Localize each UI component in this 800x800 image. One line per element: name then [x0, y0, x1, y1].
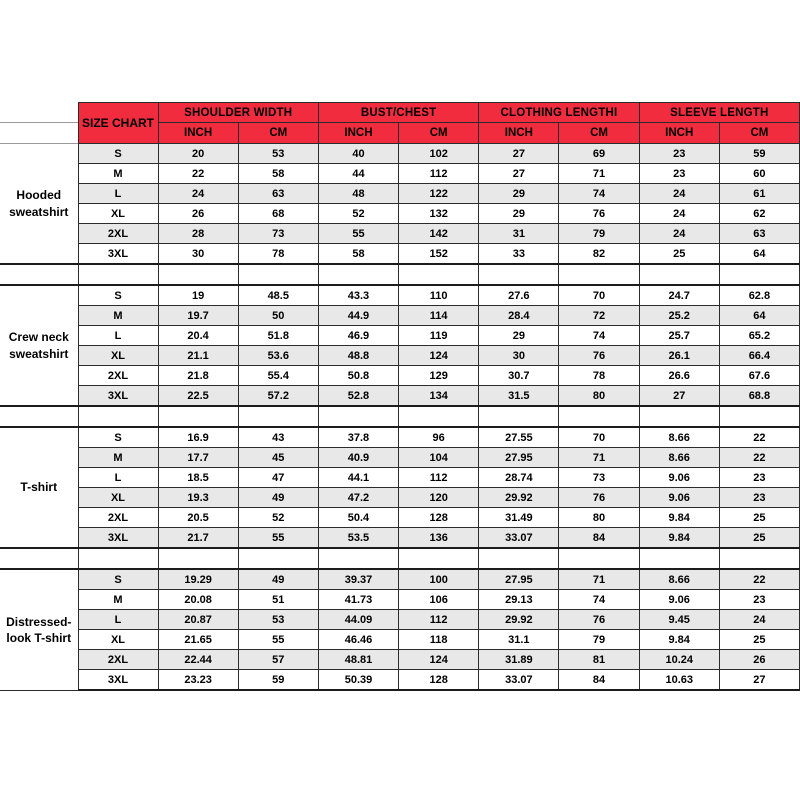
size-cell: M	[78, 164, 158, 184]
value-cell: 44.09	[318, 610, 398, 630]
size-chart	[0, 102, 800, 691]
spacer-cell	[639, 264, 719, 285]
value-cell: 51.8	[238, 326, 318, 346]
table-row	[0, 386, 800, 407]
value-cell: 44.1	[318, 468, 398, 488]
value-cell: 24	[719, 610, 799, 630]
value-cell: 22	[719, 448, 799, 468]
value-cell: 9.06	[639, 488, 719, 508]
value-cell: 79	[559, 224, 639, 244]
value-cell: 58	[238, 164, 318, 184]
spacer-cell	[318, 548, 398, 569]
value-cell: 21.1	[158, 346, 238, 366]
spacer-cell	[639, 548, 719, 569]
value-cell: 10.63	[639, 670, 719, 691]
size-cell: 2XL	[78, 366, 158, 386]
value-cell: 24.7	[639, 285, 719, 306]
size-cell: L	[78, 468, 158, 488]
value-cell: 21.7	[158, 528, 238, 549]
table-row	[0, 610, 800, 630]
value-cell: 31.89	[479, 650, 559, 670]
spacer-cell	[0, 264, 78, 285]
value-cell: 29.92	[479, 488, 559, 508]
value-cell: 33	[479, 244, 559, 265]
value-cell: 9.45	[639, 610, 719, 630]
section-spacer-row	[0, 264, 800, 285]
value-cell: 25	[719, 508, 799, 528]
value-cell: 27	[479, 164, 559, 184]
value-cell: 26.1	[639, 346, 719, 366]
value-cell: 25.7	[639, 326, 719, 346]
value-cell: 53	[238, 144, 318, 164]
value-cell: 9.84	[639, 528, 719, 549]
value-cell: 50.4	[318, 508, 398, 528]
value-cell: 46.9	[318, 326, 398, 346]
product-label: Hooded sweatshirt	[0, 144, 78, 265]
table-row	[0, 184, 800, 204]
value-cell: 23	[719, 488, 799, 508]
value-cell: 31	[479, 224, 559, 244]
value-cell: 47	[238, 468, 318, 488]
value-cell: 78	[559, 366, 639, 386]
table-row	[0, 285, 800, 306]
value-cell: 50.39	[318, 670, 398, 691]
value-cell: 57.2	[238, 386, 318, 407]
value-cell: 9.84	[639, 630, 719, 650]
value-cell: 76	[559, 610, 639, 630]
value-cell: 68.8	[719, 386, 799, 407]
unit-header-inch: INCH	[318, 123, 398, 144]
value-cell: 48.8	[318, 346, 398, 366]
value-cell: 76	[559, 204, 639, 224]
value-cell: 73	[238, 224, 318, 244]
value-cell: 43	[238, 427, 318, 448]
value-cell: 128	[399, 670, 479, 691]
value-cell: 129	[399, 366, 479, 386]
value-cell: 50.8	[318, 366, 398, 386]
value-cell: 26	[719, 650, 799, 670]
value-cell: 9.06	[639, 468, 719, 488]
value-cell: 10.24	[639, 650, 719, 670]
size-cell: S	[78, 427, 158, 448]
value-cell: 40	[318, 144, 398, 164]
value-cell: 23.23	[158, 670, 238, 691]
value-cell: 79	[559, 630, 639, 650]
value-cell: 48	[318, 184, 398, 204]
value-cell: 59	[238, 670, 318, 691]
value-cell: 68	[238, 204, 318, 224]
spacer-cell	[238, 548, 318, 569]
value-cell: 22	[158, 164, 238, 184]
spacer-cell	[479, 406, 559, 427]
spacer-cell	[399, 264, 479, 285]
value-cell: 44.9	[318, 306, 398, 326]
spacer-cell	[0, 406, 78, 427]
size-cell: XL	[78, 346, 158, 366]
value-cell: 27.95	[479, 448, 559, 468]
spacer-cell	[719, 406, 799, 427]
value-cell: 118	[399, 630, 479, 650]
table-row	[0, 204, 800, 224]
value-cell: 52	[238, 508, 318, 528]
value-cell: 46.46	[318, 630, 398, 650]
size-cell: M	[78, 448, 158, 468]
spacer-cell	[78, 548, 158, 569]
size-cell: 2XL	[78, 224, 158, 244]
value-cell: 63	[719, 224, 799, 244]
value-cell: 40.9	[318, 448, 398, 468]
value-cell: 53	[238, 610, 318, 630]
spacer-cell	[559, 264, 639, 285]
spacer-cell	[559, 406, 639, 427]
value-cell: 76	[559, 346, 639, 366]
value-cell: 60	[719, 164, 799, 184]
corner-blank-top	[0, 103, 78, 123]
size-chart-header: SIZE CHART	[78, 103, 158, 144]
value-cell: 70	[559, 427, 639, 448]
spacer-cell	[719, 264, 799, 285]
table-row	[0, 346, 800, 366]
size-cell: M	[78, 590, 158, 610]
value-cell: 25.2	[639, 306, 719, 326]
value-cell: 152	[399, 244, 479, 265]
value-cell: 106	[399, 590, 479, 610]
spacer-cell	[238, 264, 318, 285]
table-row	[0, 144, 800, 164]
value-cell: 30	[158, 244, 238, 265]
column-group-bust-chest: BUST/CHEST	[318, 103, 478, 123]
value-cell: 30.7	[479, 366, 559, 386]
table-row	[0, 448, 800, 468]
value-cell: 82	[559, 244, 639, 265]
value-cell: 58	[318, 244, 398, 265]
value-cell: 27.6	[479, 285, 559, 306]
table-row	[0, 528, 800, 549]
value-cell: 29	[479, 204, 559, 224]
value-cell: 110	[399, 285, 479, 306]
value-cell: 28	[158, 224, 238, 244]
unit-header-cm: CM	[719, 123, 799, 144]
value-cell: 39.37	[318, 569, 398, 590]
value-cell: 18.5	[158, 468, 238, 488]
value-cell: 71	[559, 164, 639, 184]
value-cell: 52	[318, 204, 398, 224]
table-row	[0, 244, 800, 265]
value-cell: 43.3	[318, 285, 398, 306]
value-cell: 22	[719, 427, 799, 448]
value-cell: 19.3	[158, 488, 238, 508]
value-cell: 21.8	[158, 366, 238, 386]
value-cell: 73	[559, 468, 639, 488]
value-cell: 65.2	[719, 326, 799, 346]
spacer-cell	[318, 264, 398, 285]
value-cell: 112	[399, 164, 479, 184]
size-cell: S	[78, 285, 158, 306]
value-cell: 25	[719, 528, 799, 549]
value-cell: 63	[238, 184, 318, 204]
value-cell: 29.13	[479, 590, 559, 610]
value-cell: 20.4	[158, 326, 238, 346]
value-cell: 45	[238, 448, 318, 468]
value-cell: 49	[238, 488, 318, 508]
unit-header-cm: CM	[238, 123, 318, 144]
value-cell: 53.6	[238, 346, 318, 366]
value-cell: 26.6	[639, 366, 719, 386]
spacer-cell	[0, 548, 78, 569]
value-cell: 9.84	[639, 508, 719, 528]
unit-header-inch: INCH	[479, 123, 559, 144]
value-cell: 51	[238, 590, 318, 610]
value-cell: 114	[399, 306, 479, 326]
value-cell: 48.5	[238, 285, 318, 306]
column-group-sleeve-length: SLEEVE LENGTH	[639, 103, 799, 123]
product-label: Distressed-look T-shirt	[0, 569, 78, 690]
value-cell: 74	[559, 590, 639, 610]
size-cell: XL	[78, 204, 158, 224]
value-cell: 69	[559, 144, 639, 164]
value-cell: 84	[559, 670, 639, 691]
table-body	[0, 144, 800, 691]
product-label: Crew neck sweatshirt	[0, 285, 78, 406]
value-cell: 47.2	[318, 488, 398, 508]
value-cell: 26	[158, 204, 238, 224]
value-cell: 112	[399, 468, 479, 488]
value-cell: 119	[399, 326, 479, 346]
value-cell: 55.4	[238, 366, 318, 386]
value-cell: 134	[399, 386, 479, 407]
spacer-cell	[78, 406, 158, 427]
value-cell: 27	[639, 386, 719, 407]
value-cell: 48.81	[318, 650, 398, 670]
value-cell: 22.44	[158, 650, 238, 670]
value-cell: 62	[719, 204, 799, 224]
table-row	[0, 488, 800, 508]
value-cell: 74	[559, 184, 639, 204]
value-cell: 64	[719, 244, 799, 265]
value-cell: 24	[158, 184, 238, 204]
value-cell: 33.07	[479, 670, 559, 691]
spacer-cell	[318, 406, 398, 427]
value-cell: 29.92	[479, 610, 559, 630]
spacer-cell	[639, 406, 719, 427]
value-cell: 55	[238, 528, 318, 549]
value-cell: 23	[719, 468, 799, 488]
value-cell: 136	[399, 528, 479, 549]
value-cell: 8.66	[639, 569, 719, 590]
table-row	[0, 306, 800, 326]
value-cell: 128	[399, 508, 479, 528]
size-cell: 3XL	[78, 244, 158, 265]
value-cell: 8.66	[639, 448, 719, 468]
product-label: T-shirt	[0, 427, 78, 548]
spacer-cell	[78, 264, 158, 285]
value-cell: 31.49	[479, 508, 559, 528]
value-cell: 25	[719, 630, 799, 650]
size-cell: 2XL	[78, 650, 158, 670]
value-cell: 132	[399, 204, 479, 224]
value-cell: 23	[719, 590, 799, 610]
value-cell: 80	[559, 508, 639, 528]
value-cell: 16.9	[158, 427, 238, 448]
value-cell: 24	[639, 184, 719, 204]
value-cell: 122	[399, 184, 479, 204]
value-cell: 49	[238, 569, 318, 590]
value-cell: 52.8	[318, 386, 398, 407]
value-cell: 71	[559, 569, 639, 590]
section-spacer-row	[0, 548, 800, 569]
corner-blank-bottom	[0, 123, 78, 144]
value-cell: 30	[479, 346, 559, 366]
value-cell: 24	[639, 204, 719, 224]
value-cell: 142	[399, 224, 479, 244]
value-cell: 20.5	[158, 508, 238, 528]
value-cell: 20.08	[158, 590, 238, 610]
table-row	[0, 224, 800, 244]
value-cell: 61	[719, 184, 799, 204]
size-chart-table	[0, 102, 800, 691]
value-cell: 74	[559, 326, 639, 346]
value-cell: 44	[318, 164, 398, 184]
unit-header-cm: CM	[559, 123, 639, 144]
table-row	[0, 164, 800, 184]
value-cell: 81	[559, 650, 639, 670]
spacer-cell	[399, 548, 479, 569]
value-cell: 23	[639, 164, 719, 184]
table-row	[0, 670, 800, 691]
value-cell: 120	[399, 488, 479, 508]
value-cell: 80	[559, 386, 639, 407]
size-cell: M	[78, 306, 158, 326]
value-cell: 8.66	[639, 427, 719, 448]
table-row	[0, 630, 800, 650]
size-cell: L	[78, 610, 158, 630]
value-cell: 96	[399, 427, 479, 448]
table-row	[0, 326, 800, 346]
table-row	[0, 590, 800, 610]
table-row	[0, 427, 800, 448]
value-cell: 33.07	[479, 528, 559, 549]
value-cell: 9.06	[639, 590, 719, 610]
value-cell: 19.7	[158, 306, 238, 326]
value-cell: 31.5	[479, 386, 559, 407]
table-row	[0, 650, 800, 670]
value-cell: 22.5	[158, 386, 238, 407]
value-cell: 71	[559, 448, 639, 468]
value-cell: 19	[158, 285, 238, 306]
value-cell: 25	[639, 244, 719, 265]
spacer-cell	[479, 548, 559, 569]
spacer-cell	[559, 548, 639, 569]
value-cell: 19.29	[158, 569, 238, 590]
spacer-cell	[479, 264, 559, 285]
value-cell: 53.5	[318, 528, 398, 549]
table-row	[0, 569, 800, 590]
value-cell: 67.6	[719, 366, 799, 386]
value-cell: 55	[238, 630, 318, 650]
size-cell: 3XL	[78, 528, 158, 549]
value-cell: 124	[399, 650, 479, 670]
value-cell: 84	[559, 528, 639, 549]
value-cell: 59	[719, 144, 799, 164]
value-cell: 20	[158, 144, 238, 164]
section-spacer-row	[0, 406, 800, 427]
spacer-cell	[158, 406, 238, 427]
table-header	[0, 103, 800, 144]
unit-header-cm: CM	[399, 123, 479, 144]
table-row	[0, 468, 800, 488]
group-header-row	[0, 103, 800, 123]
value-cell: 55	[318, 224, 398, 244]
value-cell: 20.87	[158, 610, 238, 630]
size-cell: 3XL	[78, 386, 158, 407]
value-cell: 72	[559, 306, 639, 326]
value-cell: 76	[559, 488, 639, 508]
value-cell: 31.1	[479, 630, 559, 650]
value-cell: 50	[238, 306, 318, 326]
unit-header-inch: INCH	[639, 123, 719, 144]
size-cell: S	[78, 144, 158, 164]
value-cell: 27.95	[479, 569, 559, 590]
value-cell: 70	[559, 285, 639, 306]
value-cell: 23	[639, 144, 719, 164]
value-cell: 27	[719, 670, 799, 691]
value-cell: 66.4	[719, 346, 799, 366]
value-cell: 28.4	[479, 306, 559, 326]
value-cell: 29	[479, 184, 559, 204]
spacer-cell	[158, 264, 238, 285]
unit-header-inch: INCH	[158, 123, 238, 144]
value-cell: 57	[238, 650, 318, 670]
size-cell: XL	[78, 488, 158, 508]
value-cell: 64	[719, 306, 799, 326]
size-cell: XL	[78, 630, 158, 650]
size-cell: 2XL	[78, 508, 158, 528]
value-cell: 27	[479, 144, 559, 164]
value-cell: 17.7	[158, 448, 238, 468]
value-cell: 104	[399, 448, 479, 468]
value-cell: 28.74	[479, 468, 559, 488]
value-cell: 21.65	[158, 630, 238, 650]
column-group-clothing-length: CLOTHING LENGTHI	[479, 103, 639, 123]
table-row	[0, 366, 800, 386]
value-cell: 62.8	[719, 285, 799, 306]
value-cell: 27.55	[479, 427, 559, 448]
size-cell: L	[78, 326, 158, 346]
spacer-cell	[399, 406, 479, 427]
spacer-cell	[719, 548, 799, 569]
value-cell: 22	[719, 569, 799, 590]
value-cell: 37.8	[318, 427, 398, 448]
value-cell: 29	[479, 326, 559, 346]
value-cell: 24	[639, 224, 719, 244]
table-row	[0, 508, 800, 528]
value-cell: 102	[399, 144, 479, 164]
value-cell: 100	[399, 569, 479, 590]
value-cell: 112	[399, 610, 479, 630]
value-cell: 41.73	[318, 590, 398, 610]
value-cell: 124	[399, 346, 479, 366]
size-cell: S	[78, 569, 158, 590]
size-cell: 3XL	[78, 670, 158, 691]
spacer-cell	[238, 406, 318, 427]
size-cell: L	[78, 184, 158, 204]
column-group-shoulder-width: SHOULDER WIDTH	[158, 103, 318, 123]
value-cell: 78	[238, 244, 318, 265]
spacer-cell	[158, 548, 238, 569]
